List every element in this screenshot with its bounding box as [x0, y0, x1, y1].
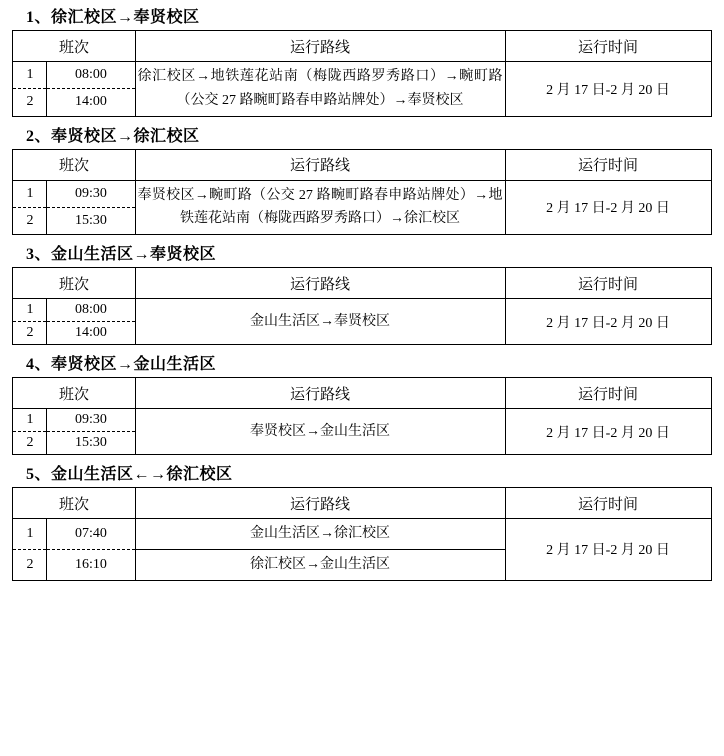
column-header-time: 运行时间 [505, 31, 711, 62]
schedule-table [12, 267, 711, 345]
column-header-time: 运行时间 [505, 378, 711, 409]
trip-number: 2 [13, 549, 47, 580]
column-header-route: 运行路线 [135, 31, 505, 62]
column-header-trip-no: 班次 [13, 378, 135, 409]
trip-time: 14:00 [47, 89, 135, 116]
trip-time: 16:10 [47, 549, 135, 580]
table-row [13, 299, 711, 322]
schedule-section-1 [12, 0, 712, 117]
section-title: 4、奉贤校区→金山生活区 [26, 356, 217, 374]
column-header-route: 运行路线 [135, 488, 505, 519]
table-header-row [13, 488, 711, 519]
trip-time: 14:00 [47, 322, 135, 345]
table-header-row [13, 31, 711, 62]
column-header-time: 运行时间 [505, 268, 711, 299]
operating-date: 2 月 17 日-2 月 20 日 [505, 62, 711, 117]
section-title: 5、金山生活区←→徐汇校区 [26, 466, 233, 484]
table-header-row [13, 378, 711, 409]
route-text: 奉贤校区→金山生活区 [135, 409, 505, 455]
route-text: 徐汇校区→金山生活区 [135, 549, 505, 580]
section-title: 3、金山生活区→奉贤校区 [26, 246, 217, 264]
trip-time: 07:40 [47, 519, 135, 550]
schedule-table [12, 30, 711, 117]
schedule-table [12, 149, 711, 236]
operating-date: 2 月 17 日-2 月 20 日 [505, 299, 711, 345]
column-header-trip-no: 班次 [13, 149, 135, 180]
schedule-table [12, 487, 711, 581]
schedule-table [12, 377, 711, 455]
operating-date: 2 月 17 日-2 月 20 日 [505, 409, 711, 455]
table-header-row [13, 149, 711, 180]
route-text: 徐汇校区→地铁莲花站南（梅陇西路罗秀路口）→畹町路（公交 27 路畹町路春申路站牌处）→奉贤校区 [135, 62, 505, 117]
trip-number: 2 [13, 89, 47, 116]
column-header-trip-no: 班次 [13, 488, 135, 519]
trip-time: 08:00 [47, 299, 135, 322]
trip-number: 2 [13, 432, 47, 455]
route-text: 金山生活区→徐汇校区 [135, 519, 505, 550]
trip-number: 2 [13, 322, 47, 345]
schedule-section-5 [12, 457, 712, 581]
table-header-row [13, 268, 711, 299]
trip-time: 09:30 [47, 409, 135, 432]
trip-time: 08:00 [47, 62, 135, 89]
column-header-route: 运行路线 [135, 378, 505, 409]
column-header-route: 运行路线 [135, 268, 505, 299]
schedule-section-2 [12, 119, 712, 236]
table-row [13, 62, 711, 89]
table-row [13, 409, 711, 432]
table-row [13, 180, 711, 207]
trip-time: 15:30 [47, 207, 135, 234]
route-text: 金山生活区→奉贤校区 [135, 299, 505, 345]
trip-number: 1 [13, 180, 47, 207]
column-header-trip-no: 班次 [13, 268, 135, 299]
column-header-trip-no: 班次 [13, 31, 135, 62]
trip-time: 15:30 [47, 432, 135, 455]
column-header-route: 运行路线 [135, 149, 505, 180]
operating-date: 2 月 17 日-2 月 20 日 [505, 519, 711, 581]
table-row [13, 519, 711, 550]
operating-date: 2 月 17 日-2 月 20 日 [505, 180, 711, 235]
trip-number: 2 [13, 207, 47, 234]
route-text: 奉贤校区→畹町路（公交 27 路畹町路春申路站牌处）→地铁莲花站南（梅陇西路罗秀路口）→徐汇校区 [135, 180, 505, 235]
schedule-section-4 [12, 347, 712, 455]
trip-number: 1 [13, 409, 47, 432]
section-title: 2、奉贤校区→徐汇校区 [26, 127, 200, 145]
trip-time: 09:30 [47, 180, 135, 207]
section-title: 1、徐汇校区→奉贤校区 [26, 9, 200, 26]
trip-number: 1 [13, 519, 47, 550]
column-header-time: 运行时间 [505, 149, 711, 180]
trip-number: 1 [13, 299, 47, 322]
column-header-time: 运行时间 [505, 488, 711, 519]
trip-number: 1 [13, 62, 47, 89]
schedule-section-3 [12, 237, 712, 345]
